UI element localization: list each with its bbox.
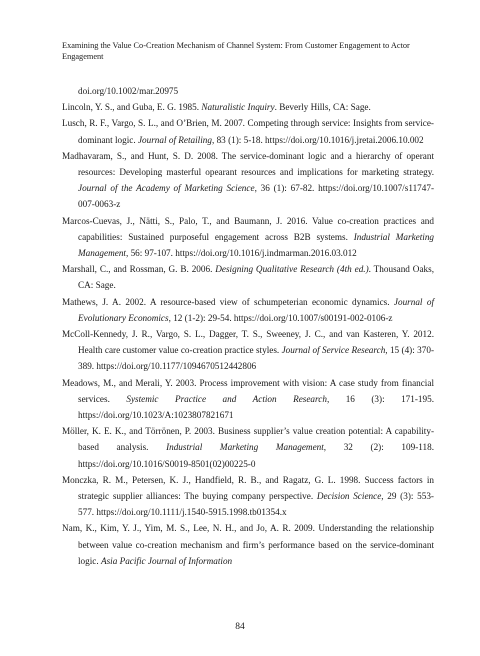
ref-text: Nam, K., Kim, Y. J., Yim, M. S., Lee, N. H., and Jo, A. R. 2009. Understanding the relationship between value co-creation mechanism and firm’s performance based on the service-dominant logic. xyxy=(62,523,434,566)
ref-text: McColl-Kennedy, J. R., Vargo, S. L., Dagger, T. S., Sweeney, J. C., and van Kasteren, Y. 2012. Health care customer value co-creation practice styles. xyxy=(62,329,434,356)
ref-source-title: Designing Qualitative Research (4th ed.) xyxy=(215,264,369,275)
ref-text: Lusch, R. F., Vargo, S. L., and O’Brien, M. 2007. Competing through service: Insights from service-dominant logic. xyxy=(62,118,434,145)
ref-text: Marshall, C., and Rossman, G. B. 2006. xyxy=(62,264,216,275)
ref-details: , 16 (3): 171-195. https://doi.org/10.1023/A:1023807821671 xyxy=(78,393,435,421)
ref-source-title: Naturalistic Inquiry xyxy=(201,102,275,113)
ref-source-title: Asia Pacific Journal of Information xyxy=(100,555,233,566)
ref-source-title: Systemic Practice and Action Research xyxy=(126,393,327,404)
reference-entry xyxy=(62,294,434,326)
ref-text: Mathews, J. A. 2002. A resource-based view of schumpeterian economic dynamics. xyxy=(62,296,394,307)
ref-source-title: Industrial Marketing Management xyxy=(166,442,324,453)
ref-text: Monczka, R. M., Petersen, K. J., Handfield, R. B., and Ragatz, G. L. 1998. Success factors in strategic supplier alliances: The buying company perspective. xyxy=(62,474,434,502)
reference-entry xyxy=(62,83,434,99)
reference-entry xyxy=(62,99,434,115)
reference-entry xyxy=(62,261,434,293)
ref-details: . Beverly Hills, CA: Sage. xyxy=(274,102,371,113)
reference-entry xyxy=(62,115,434,147)
ref-source-title: Industrial Marketing Management xyxy=(78,231,435,259)
ref-details: , 12 (1-2): 29-54. https://doi.org/10.1007/s00191-002-0106-z xyxy=(168,312,393,323)
ref-details: , 32 (2): 109-118. https://doi.org/10.1016/S0019-8501(02)00225-0 xyxy=(78,442,434,469)
ref-details: , 15 (4): 370-389. https://doi.org/10.1177/1094670512442806 xyxy=(78,345,435,372)
running-header: Examining the Value Co-Creation Mechanism of Channel System: From Customer Engagement to Actor Engagement xyxy=(62,41,410,61)
page-number: 84 xyxy=(235,622,245,632)
ref-source-title: Journal of the Academy of Marketing Science xyxy=(78,183,255,194)
ref-details: . Thousand Oaks, CA: Sage. xyxy=(78,264,434,291)
reference-entry xyxy=(62,326,434,375)
ref-details: , 56: 97-107. https://doi.org/10.1016/j.indmarman.2016.03.012 xyxy=(125,248,357,259)
reference-entry xyxy=(62,423,434,472)
ref-text: Madhavaram, S., and Hunt, S. D. 2008. The service-dominant logic and a hierarchy of operant resources: Developing masterful opearant resources and implications for marketing strategy. xyxy=(62,150,434,178)
ref-source-title: Journal of Service Research xyxy=(281,345,386,356)
ref-details: , 36 (1): 67-82. https://doi.org/10.1007/s11747-007-0063-z xyxy=(78,183,435,210)
reference-entry xyxy=(62,213,434,262)
reference-entry xyxy=(62,375,434,424)
ref-source-title: Decision Science xyxy=(316,491,382,502)
ref-source-title: Journal of Evolutionary Economics xyxy=(78,296,434,323)
reference-list xyxy=(62,83,434,569)
ref-text: doi.org/10.1002/mar.20975 xyxy=(78,86,179,96)
ref-text: Möller, K. E. K., and Törrönen, P. 2003. Business supplier’s value creation potential: A capability-based analysis. xyxy=(62,426,434,453)
ref-source-title: Journal of Retailing xyxy=(137,134,212,145)
ref-text: Marcos-Cuevas, J., Nätti, S., Palo, T., and Baumann, J. 2016. Value co-creation practices and capabilities: Sustained purposeful engagement across B2B systems. xyxy=(62,215,434,242)
ref-details: , 29 (3): 553-577. https://doi.org/10.1111/j.1540-5915.1998.tb01354.x xyxy=(78,491,434,518)
ref-details: , 83 (1): 5-18. https://doi.org/10.1016/j.jretai.2006.10.002 xyxy=(211,134,424,145)
reference-entry xyxy=(62,472,434,521)
ref-text: Lincoln, Y. S., and Guba, E. G. 1985. xyxy=(62,102,202,113)
reference-entry xyxy=(62,148,434,213)
reference-entry xyxy=(62,520,434,569)
ref-text: Meadows, M., and Merali, Y. 2003. Process improvement with vision: A case study from financial services. xyxy=(62,377,434,404)
